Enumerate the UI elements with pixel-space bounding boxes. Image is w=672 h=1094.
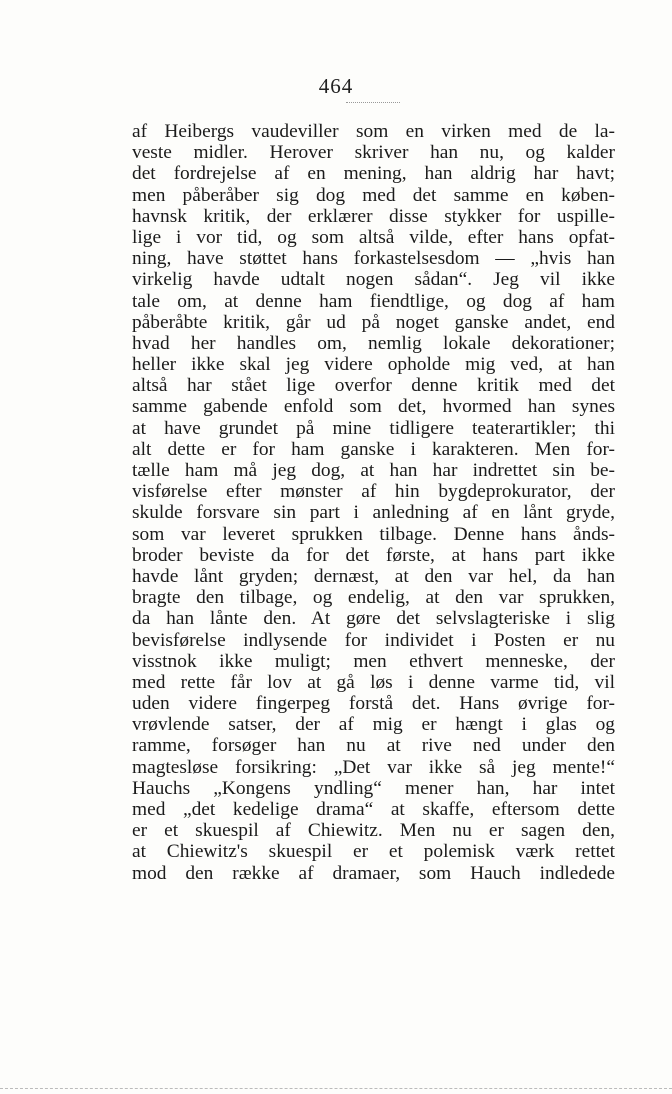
text-line: magtesløse forsikring: „Det var ikke så jeg mente!“ [132, 756, 615, 778]
text-line: men påberåber sig dog med det samme en køben- [132, 184, 615, 206]
text-line: som var leveret sprukken tilbage. Denne hans ånds- [132, 523, 615, 545]
text-line: ramme, forsøger han nu at rive ned under den [132, 735, 615, 757]
text-line: af Heibergs vaudeviller som en virken med de la- [132, 121, 615, 142]
text-line: Hauchs „Kongens yndling“ mener han, har intet [132, 777, 615, 799]
text-line: vrøvlende satser, der af mig er hængt i glas og [132, 714, 615, 736]
text-line: er et skuespil af Chiewitz. Men nu er sagen den, [132, 820, 615, 842]
text-line: havde lånt gryden; dernæst, at den var hel, da han [132, 565, 615, 587]
text-line: hvad her handles om, nemlig lokale dekorationer; [132, 332, 615, 354]
text-line: at have grundet på mine tidligere teaterartikler; thi [132, 417, 615, 439]
body-text [132, 121, 615, 884]
text-line: mod den række af dramaer, som Hauch indledede [132, 862, 615, 884]
text-line: bevisførelse indlysende for individet i Posten er nu [132, 629, 615, 651]
text-line: uden videre fingerpeg forstå det. Hans øvrige for- [132, 693, 615, 715]
text-line: visstnok ikke muligt; men ethvert menneske, der [132, 650, 615, 672]
header-rule [346, 102, 400, 103]
text-line: da han lånte den. At gøre det selvslagteriske i slig [132, 608, 615, 630]
page-number: 464 [318, 74, 354, 98]
text-line: samme gabende enfold som det, hvormed han synes [132, 396, 615, 418]
text-line: med „det kedelige drama“ at skaffe, eftersom dette [132, 799, 615, 820]
text-line: tale om, at denne ham fiendtlige, og dog af ham [132, 290, 615, 312]
text-line: virkelig havde udtalt nogen sådan“. Jeg vil ikke [132, 269, 615, 291]
text-line: skulde forsvare sin part i anledning af en lånt gryde, [132, 502, 615, 524]
text-line: tælle ham må jeg dog, at han har indrettet sin be- [132, 460, 615, 481]
text-line: at Chiewitz's skuespil er et polemisk værk rettet [132, 841, 615, 863]
text-line: påberåbte kritik, går ud på noget ganske andet, end [132, 311, 615, 333]
text-line: ning, have støttet hans forkastelsesdom — „hvis han [132, 248, 615, 270]
bottom-rule [0, 1088, 672, 1089]
text-line: alt dette er for ham ganske i karakteren. Men for- [132, 438, 615, 460]
text-line: lige i vor tid, og som altså vilde, efter hans opfat- [132, 226, 615, 248]
text-line: visførelse efter mønster af hin bygdeprokurator, der [132, 481, 615, 503]
text-line: det fordrejelse af en mening, han aldrig har havt; [132, 163, 615, 185]
text-line: bragte den tilbage, og endelig, at den var sprukken, [132, 587, 615, 609]
text-line: heller ikke skal jeg videre opholde mig ved, at han [132, 354, 615, 376]
text-line: altså har stået lige overfor denne kritik med det [132, 375, 615, 397]
text-line: broder beviste da for det første, at hans part ikke [132, 544, 615, 566]
text-line: havnsk kritik, der erklærer disse stykker for uspille- [132, 205, 615, 227]
text-line: veste midler. Herover skriver han nu, og kalder [132, 142, 615, 164]
text-line: med rette får lov at gå løs i denne varme tid, vil [132, 671, 615, 693]
